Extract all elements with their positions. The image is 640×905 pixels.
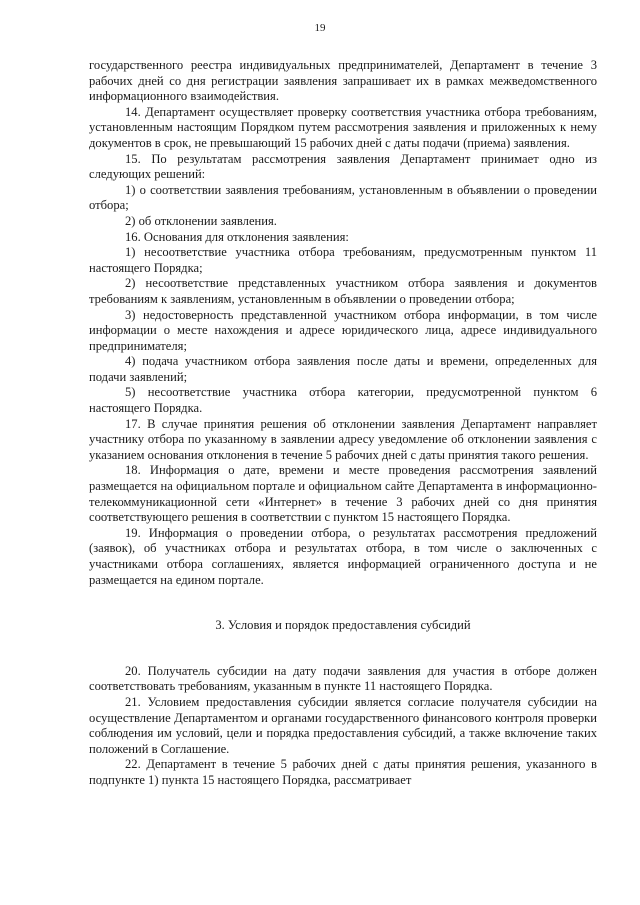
section-heading: 3. Условия и порядок предоставления субсидий: [215, 618, 471, 633]
paragraph: 18. Информация о дате, времени и месте проведения рассмотрения заявлений размещается на официальном портале и официальном сайте Департамента в информационно-телекоммуникационной сети «Интернет» в течение 3 рабочих дней со дня принятия соответствующего решения в соответствии с пунктом 15 настоящего Порядка.: [89, 463, 597, 525]
paragraph: 5) несоответствие участника отбора категории, предусмотренной пунктом 6 настоящего Порядка.: [89, 385, 597, 416]
paragraph: 2) несоответствие представленных участником отбора заявления и документов требованиям к заявлениям, установленным в объявлении о проведении отбора;: [89, 276, 597, 306]
page-number: 19: [314, 22, 326, 34]
paragraph: 15. По результатам рассмотрения заявления Департамент принимает одно из следующих решений:: [89, 151, 597, 182]
paragraph: 2) об отклонении заявления.: [125, 213, 277, 228]
document-body: [89, 58, 597, 789]
paragraph: 1) несоответствие участника отбора требованиям, предусмотренным пунктом 11 настоящего Порядка;: [89, 245, 597, 275]
paragraph: 21. Условием предоставления субсидии является согласие получателя субсидии на осуществление Департаментом и органами государственного финансового контроля проверки соблюдения им условий, цели и порядка предоставления субсидий, а также включение таких положений в Соглашение.: [89, 694, 597, 756]
paragraph: 19. Информация о проведении отбора, о результатах рассмотрения предложений (заявок), об участниках отбора и результатах отбора, в том числе о заключенных с участниками отбора соглашениях, является информацией ограниченного доступа и не размещается на едином портале.: [89, 525, 597, 587]
paragraph: 14. Департамент осуществляет проверку соответствия участника отбора требованиям, установленным настоящим Порядком путем рассмотрения заявления и приложенных к нему документов в срок, не превышающий 15 рабочих дней с даты подачи (приема) заявления.: [89, 104, 597, 150]
paragraph: 3) недостоверность представленной участником отбора информации, в том числе информации о месте нахождения и адресе юридического лица, адресе индивидуального предпринимателя;: [89, 307, 597, 353]
paragraph: 1) о соответствии заявления требованиям, установленным в объявлении о проведении отбора;: [89, 182, 597, 213]
paragraph: 17. В случае принятия решения об отклонении заявления Департамент направляет участнику отбора по указанному в заявлении адресу уведомление об отклонении заявления с указанием основания отклонения в течение 5 рабочих дней с даты принятия такого решения.: [89, 416, 597, 462]
paragraph: 22. Департамент в течение 5 рабочих дней с даты принятия решения, указанного в подпункте 1) пункта 15 настоящего Порядка, рассматривает: [89, 757, 597, 787]
paragraph: 20. Получатель субсидии на дату подачи заявления для участия в отборе должен соответствовать требованиям, указанным в пункте 11 настоящего Порядка.: [89, 663, 597, 694]
paragraph: 4) подача участником отбора заявления после даты и времени, определенных для подачи заявлений;: [89, 354, 597, 384]
paragraph: 16. Основания для отклонения заявления:: [125, 229, 349, 244]
paragraph: государственного реестра индивидуальных предпринимателей, Департамент в течение 3 рабочих дней со дня регистрации заявления запрашивает их в рамках межведомственного информационного взаимодействия.: [89, 58, 597, 104]
